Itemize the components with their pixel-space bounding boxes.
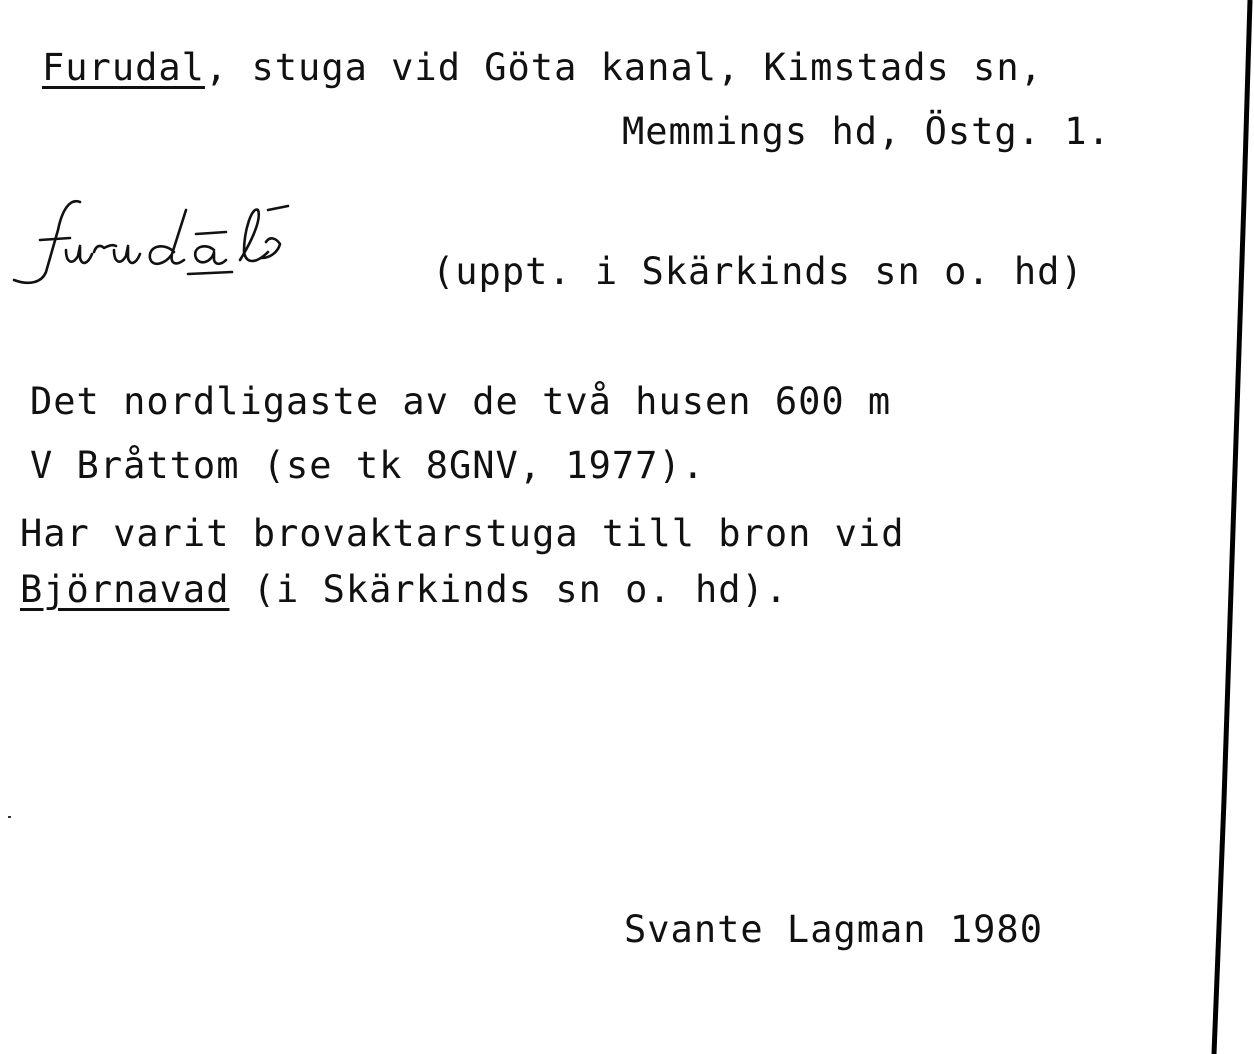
entry-heading-line2: Memmings hd, Östg. 1. [622, 110, 1111, 153]
entry-heading-line1 [42, 48, 1043, 88]
history-line2-rest: (i Skärkinds sn o. hd). [229, 568, 789, 611]
description-line1: Det nordligaste av de två husen 600 m [30, 380, 892, 423]
description-line2: V Bråttom (se tk 8GNV, 1977). [30, 444, 706, 487]
handwritten-annotation: (uppt. i Skärkinds sn o. hd) [432, 250, 1084, 293]
headword: Furudal [42, 46, 205, 89]
handwritten-form [0, 180, 370, 290]
signature: Svante Lagman 1980 [624, 908, 1043, 951]
speck [8, 816, 11, 818]
history-line1: Har varit brovaktarstuga till bron vid [20, 512, 905, 555]
heading-rest: , stuga vid Göta kanal, Kimstads sn, [204, 46, 1043, 89]
card-edge-line [1204, 0, 1254, 1054]
place-name-bjornavad: Björnavad [20, 568, 230, 611]
history-line2 [20, 570, 788, 610]
